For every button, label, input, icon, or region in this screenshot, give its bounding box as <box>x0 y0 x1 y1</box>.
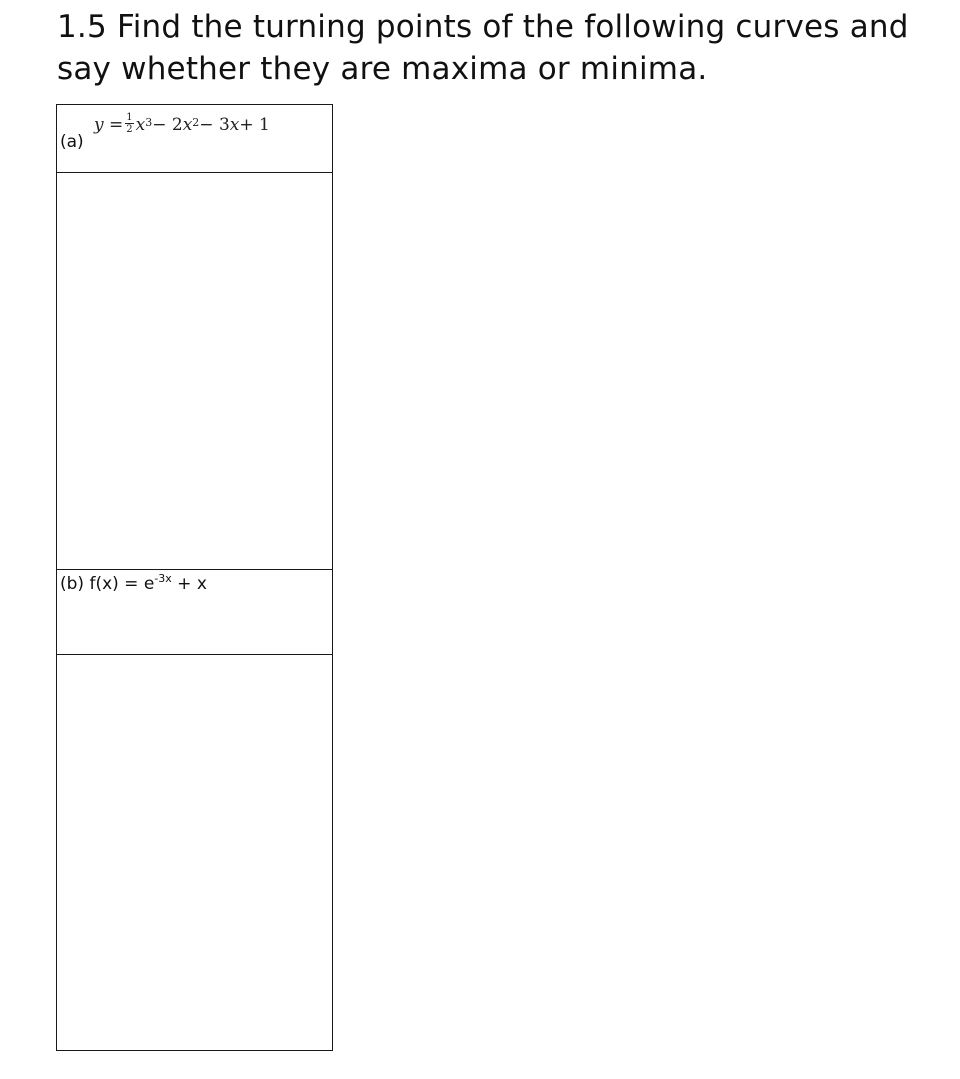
part-a-label: (a) <box>60 132 84 152</box>
formula-equals: = <box>109 114 124 135</box>
part-b-label-suffix: + x <box>171 574 207 594</box>
question-heading-line-2: say whether they are maxima or minima. <box>57 51 708 87</box>
part-b-question-row <box>57 570 333 655</box>
fraction-denominator: 2 <box>126 124 133 135</box>
part-b-exponent: -3x <box>154 572 172 585</box>
part-b-label-prefix: (b) f(x) = e <box>60 574 155 594</box>
question-heading <box>57 6 937 90</box>
part-b-label <box>57 570 332 594</box>
question-heading-line-1: 1.5 Find the turning points of the following curves and <box>57 9 909 45</box>
formula-fraction <box>125 112 133 135</box>
formula-x: x <box>135 114 146 135</box>
part-a-answer-row <box>57 173 333 570</box>
part-a-answer-space[interactable] <box>57 173 333 570</box>
part-a-question-cell <box>57 105 333 173</box>
formula-term3-var: x <box>229 114 240 135</box>
formula-term2-var: x <box>182 114 193 135</box>
answer-table <box>56 104 333 1051</box>
formula-term2-coef: − 2 <box>152 114 183 135</box>
formula-term4: + 1 <box>239 114 270 135</box>
formula-x-power: 3 <box>145 116 153 129</box>
part-a-formula <box>94 113 270 136</box>
part-a-question-row <box>57 105 333 173</box>
formula-term2-power: 2 <box>192 116 200 129</box>
part-b-question-cell <box>57 570 333 655</box>
fraction-numerator: 1 <box>126 112 133 123</box>
formula-term3: − 3 <box>199 114 230 135</box>
part-b-answer-row <box>57 655 333 1051</box>
part-b-answer-space[interactable] <box>57 655 333 1051</box>
formula-lhs: y <box>94 114 104 135</box>
